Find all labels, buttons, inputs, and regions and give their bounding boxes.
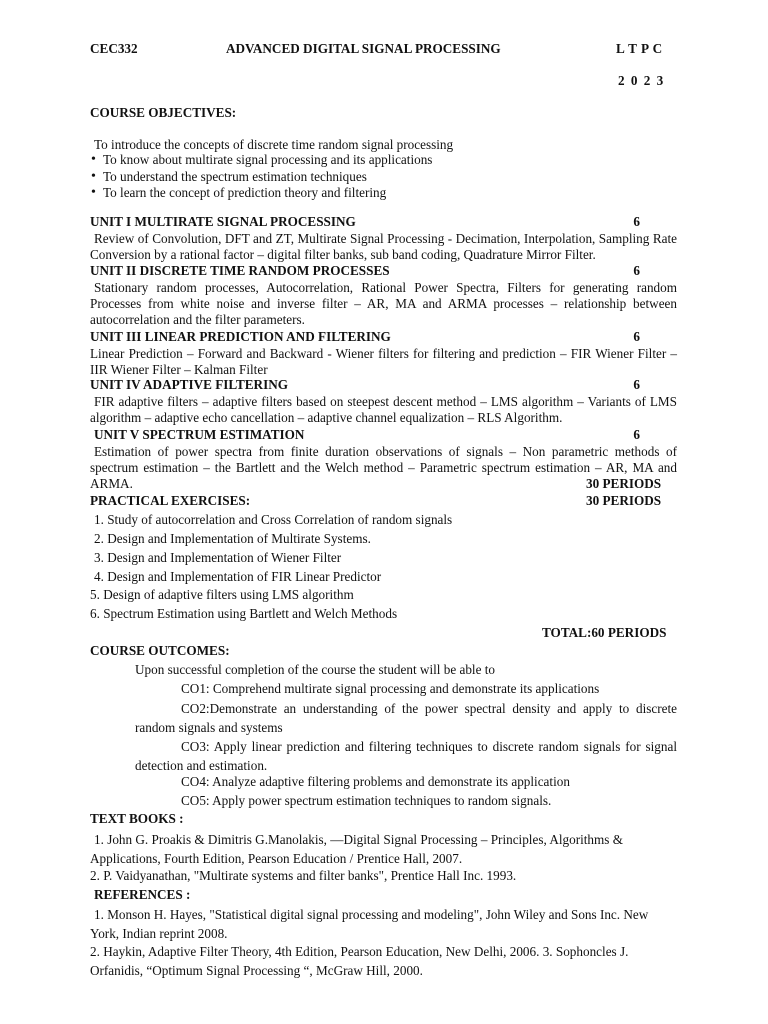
- practical-item: 3. Design and Implementation of Wiener Filter: [94, 550, 342, 565]
- outcome-item: CO4: Analyze adaptive filtering problems and demonstrate its application: [181, 774, 570, 789]
- unit-4-text: FIR adaptive filters – adaptive filters based on steepest descent method – LMS algorithm – Variants of LMS algorithm – adaptive echo cancellation – adaptive channel equalization – RLS Algorithm.: [90, 394, 677, 425]
- outcomes-heading: COURSE OUTCOMES:: [90, 643, 230, 658]
- references-heading: REFERENCES :: [94, 887, 191, 902]
- theory-periods: 30 PERIODS: [586, 476, 662, 491]
- practical-item: 6. Spectrum Estimation using Bartlett and Welch Methods: [90, 606, 398, 621]
- unit-4-hours: 6: [633, 377, 640, 392]
- unit-2-title: UNIT II DISCRETE TIME RANDOM PROCESSES: [90, 263, 390, 278]
- practical-item: 4. Design and Implementation of FIR Linear Predictor: [94, 569, 382, 584]
- practical-item: 2. Design and Implementation of Multirate Systems.: [94, 531, 371, 546]
- textbook-item: 1. John G. Proakis & Dimitris G.Manolakis, ―Digital Signal Processing – Principles, Algorithms & Applications, Fourth Edition, Pearson Education / Prentice Hall, 2007.: [90, 832, 623, 866]
- objectives-list: [90, 152, 432, 202]
- unit-1-text: Review of Convolution, DFT and ZT, Multirate Signal Processing - Decimation, Interpolation, Sampling Rate Conversion by a rational factor – digital filter banks, sub band coding, Quadrature Mirror Filter.: [90, 231, 677, 262]
- textbook-item: 2. P. Vaidyanathan, "Multirate systems and filter banks", Prentice Hall Inc. 1993.: [90, 868, 517, 883]
- unit-5-text: Estimation of power spectra from finite duration observations of signals – Non parametric methods of spectrum estimation – the Bartlett and the Welch method – Parametric spectrum estimation – AR, MA and ARMA.: [90, 444, 677, 491]
- course-title: ADVANCED DIGITAL SIGNAL PROCESSING: [226, 41, 501, 56]
- objective-item: • To learn the concept of prediction theory and filtering: [90, 185, 432, 202]
- outcome-item: CO3: Apply linear prediction and filtering techniques to discrete random signals for signal detection and estimation.: [135, 739, 677, 773]
- practical-item: 1. Study of autocorrelation and Cross Correlation of random signals: [94, 512, 453, 527]
- objective-item: • To know about multirate signal processing and its applications: [90, 152, 432, 169]
- reference-item: 1. Monson H. Hayes, "Statistical digital signal processing and modeling", John Wiley and Sons Inc. New York, Indian reprint 2008.: [90, 907, 649, 941]
- unit-4-title: UNIT IV ADAPTIVE FILTERING: [90, 377, 288, 392]
- unit-2-header: [90, 263, 677, 279]
- unit-1-hours: 6: [633, 214, 640, 229]
- unit-3-header: [90, 329, 677, 345]
- outcome-item: CO2:Demonstrate an understanding of the power spectral density and apply to discrete random signals and systems: [135, 701, 677, 735]
- unit-1-title: UNIT I MULTIRATE SIGNAL PROCESSING: [90, 214, 356, 229]
- objective-item: • To understand the spectrum estimation techniques: [90, 169, 432, 186]
- objectives-intro: To introduce the concepts of discrete time random signal processing: [94, 137, 454, 152]
- ltpc-values: 2 0 2 3: [618, 73, 665, 88]
- unit-5-hours: 6: [633, 427, 640, 442]
- unit-3-text: Linear Prediction – Forward and Backward - Wiener filters for filtering and prediction – FIR Wiener Filter – IIR Wiener Filter – Kalman Filter: [90, 346, 677, 377]
- reference-item: 2. Haykin, Adaptive Filter Theory, 4th Edition, Pearson Education, New Delhi, 2006. 3. Sophoncles J. Orfanidis, “Optimum Signal Processing “, McGraw Hill, 2000.: [90, 944, 629, 978]
- outcome-item: CO5: Apply power spectrum estimation techniques to random signals.: [181, 793, 552, 808]
- unit-5-header: [90, 427, 677, 443]
- unit-2-text: Stationary random processes, Autocorrelation, Rational Power Spectra, Filters for generating random Processes from white noise and inverse filter – AR, MA and ARMA processes – relationship between autocorrelation and the filter parameters.: [90, 280, 677, 327]
- unit-3-title: UNIT III LINEAR PREDICTION AND FILTERING: [90, 329, 391, 344]
- practical-heading: PRACTICAL EXERCISES:: [90, 493, 251, 508]
- practical-item: 5. Design of adaptive filters using LMS algorithm: [90, 587, 354, 602]
- outcomes-intro: Upon successful completion of the course the student will be able to: [135, 662, 496, 677]
- unit-5-title: UNIT V SPECTRUM ESTIMATION: [94, 427, 305, 442]
- outcome-item: CO1: Comprehend multirate signal processing and demonstrate its applications: [181, 681, 600, 696]
- unit-1-header: [90, 214, 677, 230]
- course-code: CEC332: [90, 41, 138, 56]
- textbooks-heading: TEXT BOOKS :: [90, 811, 184, 826]
- objectives-heading: COURSE OBJECTIVES:: [90, 105, 237, 120]
- practical-periods: 30 PERIODS: [586, 493, 662, 508]
- unit-3-hours: 6: [633, 329, 640, 344]
- ltpc-label: L T P C: [616, 41, 663, 56]
- unit-4-header: [90, 377, 677, 393]
- total-periods: TOTAL:60 PERIODS: [542, 625, 667, 640]
- unit-2-hours: 6: [633, 263, 640, 278]
